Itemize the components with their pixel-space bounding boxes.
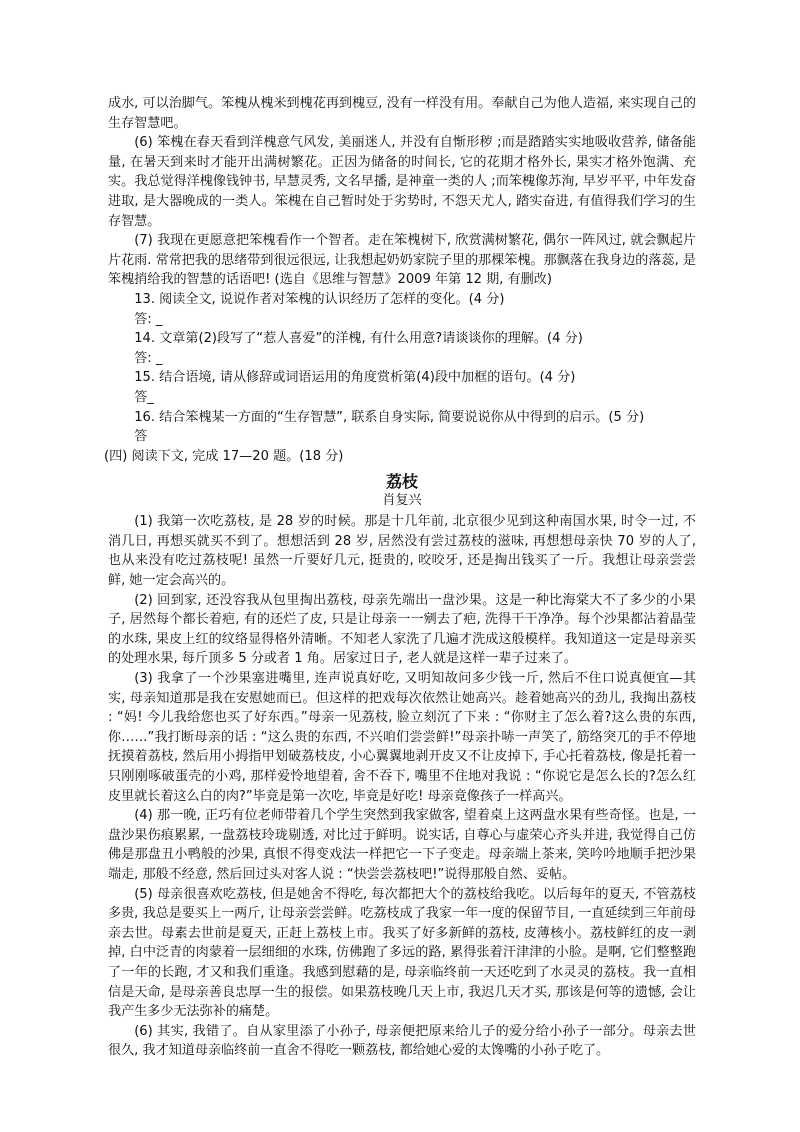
story-paragraph-4: (4) 那一晚, 正巧有位老师带着几个学生突然到我家做客, 望着桌上这两盘水果有些奇怪。也是, 一盘沙果伤痕累累, 一盘荔枝玲珑剔透, 对比过于鲜明。说实话, 自尊心与虚荣心齐头并进, 我觉得自己仿佛是那盘丑小鸭般的沙果, 真恨不得变戏法一样把它一下子变走。母亲端上茶来, 笑吟吟地顺手把沙果端走, 那般不经意, 然后回过头对客人说 : “快尝尝荔枝吧!”说得那般自然、妥帖。 (108, 808, 696, 882)
answer-line: 答_ (134, 389, 154, 405)
article-title: 荔枝 (385, 472, 418, 492)
document-page (104, 94, 697, 1061)
story-paragraph-2: (2) 回到家, 还没容我从包里掏出荔枝, 母亲先端出一盘沙果。这是一种比海棠大不了多少的小果子, 居然每个都长着疤, 有的还烂了皮, 只是让母亲一一剜去了疤, 洗得干干净净。每个沙果都沾着晶莹的水珠, 果皮上红的纹络显得格外清晰。不知老人家洗了几遍才洗成这般模样。我知道这一定是母亲买的处理水果, 每斤顶多 5 分或者 1 角。居家过日子, 老人就是这样一辈子过来了。 (108, 592, 696, 667)
paragraph-7: (7) 我现在更愿意把笨槐看作一个智者。走在笨槐树下, 欣赏满树繁花, 偶尔一阵风过, 就会飘起片片花雨. 常常把我的思绪带到很远很远, 让我想起奶奶家院子里的那棵笨槐。那飘落在我身边的落蕊, 是笨槐捎给我的智慧的话语吧! (选自《思维与智慧》2009 年第 12 期, 有删改) (108, 233, 697, 288)
question-text: 13. 阅读全文, 说说作者对笨槐的认识经历了怎样的变化。(4 分) (134, 291, 505, 307)
answer-line: 答 (134, 429, 148, 445)
question-13 (108, 290, 696, 329)
question-text: 14. 文章第(2)段写了“惹人喜爱”的洋槐, 有什么用意?请谈谈你的理解。(4 分) (134, 331, 583, 347)
article-author: 肖复兴 (382, 493, 422, 509)
story-paragraph-3: (3) 我拿了一个沙果塞进嘴里, 连声说真好吃, 又明知故问多少钱一斤, 然后不住口说真便宜—其实, 母亲知道那是我在安慰她而已。但这样的把戏每次依然让她高兴。趁着她高兴的劲儿, 我掏出荔枝 : “妈! 今儿我给您也买了好东西。”母亲一见荔枝, 脸立刻沉了下来 : “你财主了怎么着?这么贵的东西, 你……”我打断母亲的话 : “这么贵的东西, 不兴咱们尝尝鲜!”母亲扑哧一声笑了, 筋络突兀的手不停地抚摸着荔枝, 然后用小拇指甲划破荔枝皮, 小心翼翼地剥开皮又不让皮掉下, 手心托着荔枝, 像是托着一只刚刚啄破蛋壳的小鸡, 那样爱怜地望着, 舍不吞下, 嘴里不住地对我说 : “你说它是怎么长的?怎么红皮里就长着这么白的肉?”毕竟是第一次吃, 毕竟是好吃! 母亲竟像孩子一样高兴。 (108, 671, 696, 804)
question-16 (108, 408, 696, 447)
story-paragraph-6: (6) 其实, 我错了。自从家里添了小孙子, 母亲便把原来给儿子的爱分给小孙子一部分。母亲去世很久, 我才知道母亲临终前一直舍不得吃一颗荔枝, 都给她心爱的太馋嘴的小孙子吃了。 (108, 1023, 696, 1059)
question-text: 16. 结合笨槐某一方面的“生存智慧”, 联系自身实际, 简要说说你从中得到的启示。(5 分) (134, 409, 645, 425)
answer-line: 答: _ (134, 350, 163, 366)
question-14 (108, 329, 696, 368)
paragraph-6: (6) 笨槐在春天看到洋槐意气风发, 美丽迷人, 并没有自惭形秽 ;而是踏踏实实地吸收营养, 储备能量, 在暑天到来时才能开出满树繁花。正因为储备的时间长, 它的花期才格外长, 果实才格外饱满、充实。我总觉得洋槐像钱钟书, 早慧灵秀, 文名早播, 是神童一类的人 ;而笨槐像苏洵, 早岁平平, 中年发奋进取, 是大器晚成的一类人。笨槐在自己暂时处于劣势时, 不怨天尤人, 踏实奋进, 有值得我们学习的生存智慧。 (108, 135, 696, 229)
question-text: 15. 结合语境, 请从修辞或词语运用的角度赏析第(4)段中加框的语句。(4 分) (134, 370, 576, 386)
section-heading: (四) 阅读下文, 完成 17—20 题。(18 分) (104, 448, 344, 464)
story-paragraph-5: (5) 母亲很喜欢吃荔枝, 但是她舍不得吃, 每次都把大个的荔枝给我吃。以后每年的夏天, 不管荔枝多贵, 我总是要买上一两斤, 让母亲尝尝鲜。吃荔枝成了我家一年一度的保留节目, 一直延续到三年前母亲去世。母素去世前是夏天, 正赶上荔枝上市。我买了好多新鲜的荔枝, 皮薄核小。荔枝鲜红的皮一剥掉, 白中泛青的肉蒙着一层细细的水珠, 仿佛跑了多远的路, 累得张着汗津津的小脸。是啊, 它们整整跑了一年的长跑, 才又和我们重逢。我感到慰藉的是, 母亲临终前一天还吃到了水灵灵的荔枝。我一直相信是天命, 是母亲善良忠厚一生的报偿。如果荔枝晚几天上市, 我迟几天才买, 那该是何等的遗憾, 会让我产生多少无法弥补的痛楚。 (108, 886, 697, 1020)
paragraph-continued: 成水, 可以治脚气。笨槐从槐米到槐花再到槐豆, 没有一样没有用。奉献自己为他人造福, 来实现自己的生存智慧吧。 (108, 96, 697, 131)
story-paragraph-1: (1) 我第一次吃荔枝, 是 28 岁的时候。那是十几年前, 北京很少见到这种南国水果, 时令一过, 不消几日, 再想买就买不到了。想想活到 28 岁, 居然没有尝过荔枝的滋味, 再想想母亲快 70 岁的人了, 也从来没有吃过荔枝呢! 虽然一斤要好几元, 挺贵的, 咬咬牙, 还是掏出钱买了一斤。我想让母亲尝尝鲜, 她一定会高兴的。 (108, 514, 696, 589)
question-15 (108, 368, 696, 407)
answer-line: 答: _ (134, 311, 163, 327)
